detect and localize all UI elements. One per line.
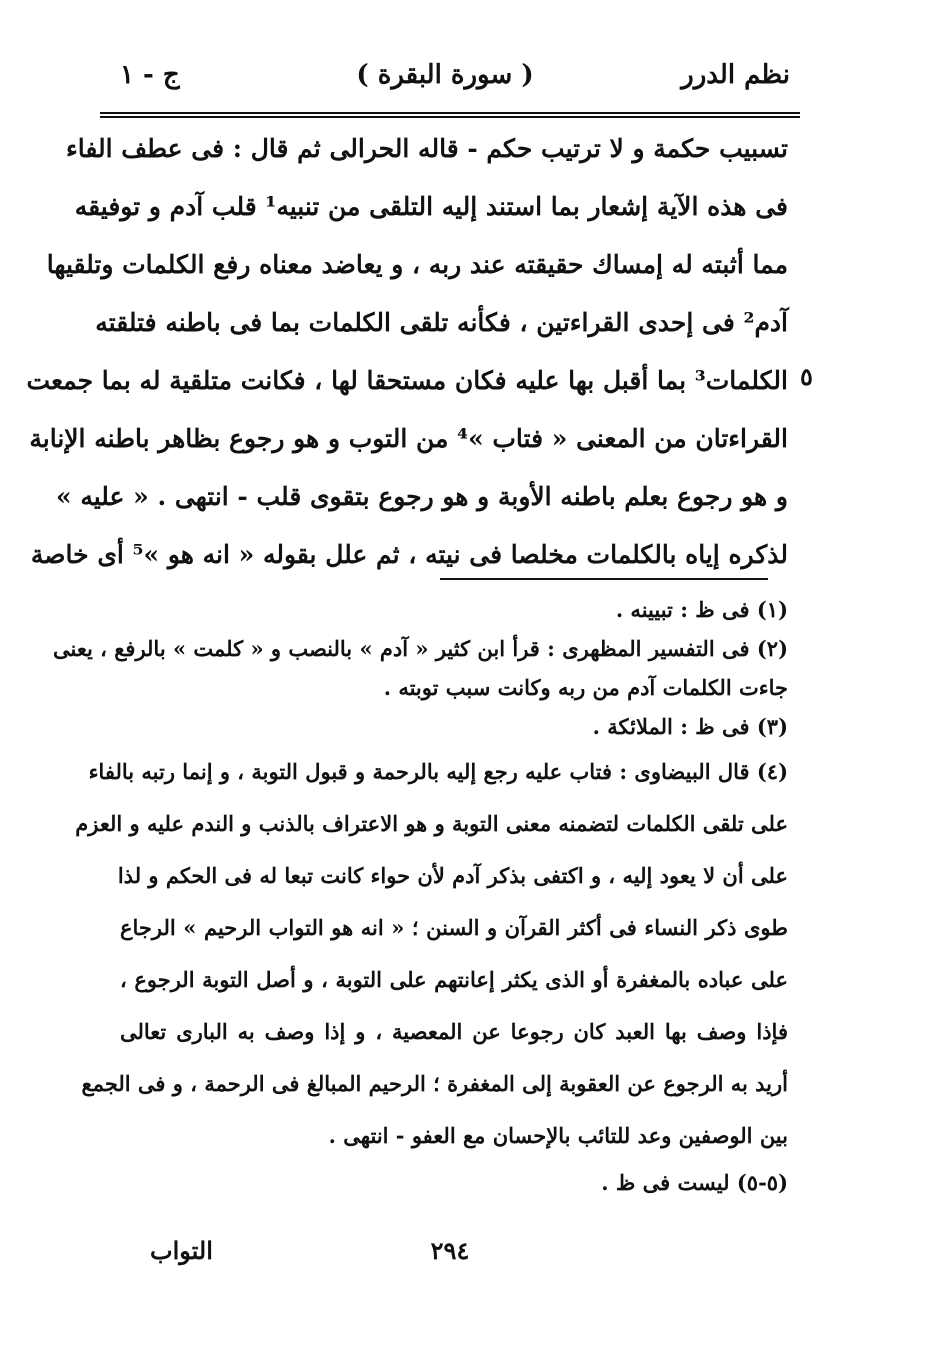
footnote-line: جاءت الكلمات آدم من ربه وكانت سبب توبته . bbox=[383, 675, 788, 700]
text-line: و هو رجوع بعلم باطنه الأوبة و هو رجوع بتقوى قلب - انتهى . « عليه » bbox=[56, 482, 788, 511]
footnote-divider bbox=[440, 578, 768, 580]
book-title: نظم الدرر bbox=[681, 60, 790, 90]
footnote-line: أريد به الرجوع عن العقوبة إلى المغفرة ؛ الرحيم المبالغ فى الرحمة ، و فى الجمع bbox=[81, 1071, 788, 1096]
footnote-1 bbox=[120, 590, 788, 629]
running-header bbox=[100, 60, 790, 100]
volume-label: ج - ١ bbox=[120, 60, 180, 90]
footnote-line: على عباده بالمغفرة أو الذى يكثر إعانتهم على التوبة ، و أصل التوبة الرجوع ، bbox=[120, 967, 788, 992]
footnotes bbox=[53, 590, 788, 1204]
footnote-line: على أن لا يعود إليه ، و اكتفى بذكر آدم لأن حواء كانت تبعا له فى الحكم و لذا bbox=[117, 863, 788, 888]
catchword: التواب bbox=[150, 1236, 213, 1265]
text-line: آدم² فى إحدى القراءتين ، فكأنه تلقى الكلمات بما فى باطنه فتلقته bbox=[95, 308, 788, 337]
page-footer bbox=[140, 1236, 760, 1276]
footnote-line: (١) فى ظ : تبيينه . bbox=[615, 597, 788, 622]
footnote-line: (٤) قال البيضاوى : فتاب عليه رجع إليه بالرحمة و قبول التوبة ، و إنما رتبه بالفاء bbox=[88, 759, 788, 784]
text-line: فى هذه الآية إشعار بما استند إليه التلقى من تنبيه¹ قلب آدم و توفيقه bbox=[74, 192, 788, 221]
text-line: الكلمات³ بما أقبل بها عليه فكان مستحقا لها ، فكانت متلقية له بما جمعت bbox=[26, 366, 788, 395]
footnote-2 bbox=[53, 629, 788, 707]
line-number-marker: ٥ bbox=[800, 362, 813, 391]
footnote-line: بين الوصفين وعد للتائب بالإحسان مع العفو - انتهى . bbox=[328, 1123, 788, 1148]
footnote-3 bbox=[120, 707, 788, 746]
footnote-line: طوى ذكر النساء فى أكثر القرآن و السنن ؛ « انه هو التواب الرحيم » الرجاع bbox=[120, 915, 788, 940]
footnote-line: على تلقى الكلمات لتضمنه معنى التوبة و هو الاعتراف بالذنب و الندم عليه و العزم bbox=[75, 811, 788, 836]
footnote-line: (٥-٥) ليست فى ظ . bbox=[601, 1170, 788, 1195]
text-line: تسبيب حكمة و لا ترتيب حكم - قاله الحرالى ثم قال : فى عطف الفاء bbox=[66, 134, 788, 163]
header-divider bbox=[100, 112, 800, 118]
text-line: لذكره إياه بالكلمات مخلصا فى نيته ، ثم علل بقوله « انه هو »⁵ أى خاصة bbox=[30, 540, 788, 569]
footnote-line: فإذا وصف بها العبد كان رجوعا عن المعصية ، و إذا وصف به البارى تعالى bbox=[120, 1019, 788, 1044]
text-line: القراءتان من المعنى « فتاب »⁴ من التوب و هو رجوع بظاهر باطنه الإنابة bbox=[29, 424, 788, 453]
footnote-5 bbox=[120, 1162, 788, 1204]
text-line: مما أثبته له إمساك حقيقته عند ربه ، و يعاضد معناه رفع الكلمات وتلقيها bbox=[46, 250, 788, 279]
footnote-line: (٢) فى التفسير المظهرى : قرأ ابن كثير « آدم » بالنصب و « كلمت » بالرفع ، يعنى bbox=[53, 636, 788, 661]
surah-title: ( سورة البقرة ) bbox=[356, 60, 534, 90]
footnote-line: (٣) فى ظ : الملائكة . bbox=[592, 714, 788, 739]
main-text bbox=[26, 120, 788, 584]
page-number: ٢٩٤ bbox=[430, 1236, 470, 1265]
footnote-4 bbox=[75, 746, 788, 1162]
